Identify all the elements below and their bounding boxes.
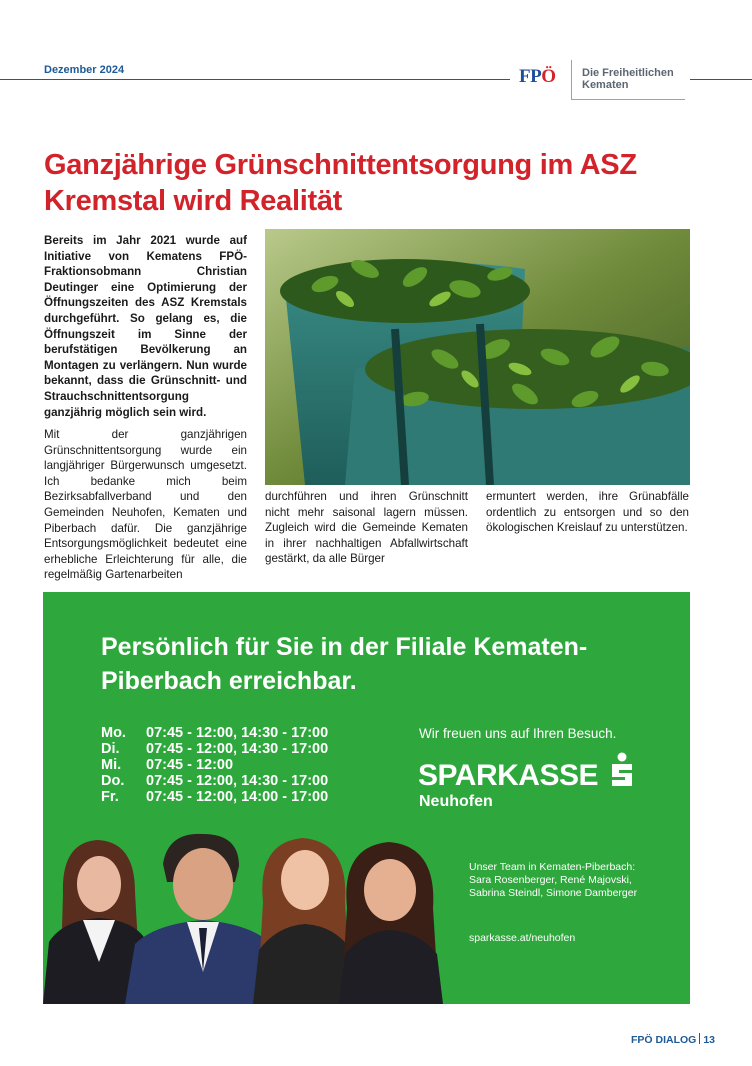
team-member-portrait xyxy=(253,838,357,1004)
team-heading: Unser Team in Kematen-Piberbach: xyxy=(469,861,636,873)
page-footer xyxy=(631,1033,715,1046)
page-number: 13 xyxy=(703,1034,716,1046)
team-photo xyxy=(43,822,473,1004)
party-name-line2: Kematen xyxy=(582,79,629,91)
hours-time: 07:45 - 12:00, 14:30 - 17:00 xyxy=(146,725,329,741)
hours-time: 07:45 - 12:00 xyxy=(146,757,234,773)
hours-day: Mi. xyxy=(101,757,122,773)
article-title: Ganzjährige Grünschnittentsorgung im ASZ Kremstal wird Realität xyxy=(44,149,637,217)
hours-time: 07:45 - 12:00, 14:00 - 17:00 xyxy=(146,789,329,805)
header-rule-left xyxy=(0,79,510,80)
sparkasse-wordmark: SPARKASSE xyxy=(418,759,598,792)
hours-day: Fr. xyxy=(101,789,119,805)
sparkasse-advertisement xyxy=(43,592,690,1004)
green-waste-illustration xyxy=(265,229,690,485)
hours-time: 07:45 - 12:00, 14:30 - 17:00 xyxy=(146,741,329,757)
team-names-line1: Sara Rosenberger, René Majovski, xyxy=(469,874,632,886)
party-name-line1: Die Freiheitlichen xyxy=(582,67,674,79)
team-info xyxy=(469,861,637,900)
hours-row xyxy=(101,757,328,773)
team-member-portrait xyxy=(339,842,443,1004)
branch-name: Neuhofen xyxy=(419,793,493,810)
team-names-line2: Sabrina Steindl, Simone Damberger xyxy=(469,887,638,899)
hours-day: Di. xyxy=(101,741,120,757)
issue-date: Dezember 2024 xyxy=(44,64,125,76)
fpo-logo: FPÖ xyxy=(519,66,556,87)
footer-divider xyxy=(699,1033,700,1044)
hours-row xyxy=(101,725,328,741)
green-waste-bags-photo xyxy=(265,229,690,485)
article-lead: Bereits im Jahr 2021 wurde auf Initiative von Kematens FPÖ-Fraktionsobmann Christian Deutinger eine Optimierung der Öffnungszeiten des ASZ Kremstals durchgeführt. So gelang es, die Öffnungszeit im Sinne der berufstätigen Bevölkerung an Montagen zu verlängern. Nun wurde bekannt, dass die Grünschnitt- und Strauchschnittentsorgung ganzjährig möglich sein wird. xyxy=(44,234,247,419)
hours-row xyxy=(101,741,328,757)
magazine-name: FPÖ DIALOG xyxy=(631,1034,697,1046)
ad-website-link[interactable]: sparkasse.at/neuhofen xyxy=(469,932,576,944)
ad-welcome-text: Wir freuen uns auf Ihren Besuch. xyxy=(419,726,617,741)
hours-row xyxy=(101,773,328,789)
logo-divider xyxy=(571,60,572,100)
hours-day: Do. xyxy=(101,773,125,789)
hours-day: Mo. xyxy=(101,725,126,741)
article-body-col3: ermuntert werden, ihre Grünabfälle ordentlich zu entsorgen und so den ökologischen Kreislauf zu unterstützen. xyxy=(486,490,689,535)
article-body-col1: Mit der ganzjährigen Grünschnittentsorgung wurde ein langjähriger Bürgerwunsch umgesetzt. Ich bedanke mich beim Bezirksabfallverband und den Gemeinden Neuhofen, Kematen und Piberbach dafür. Die ganzjährige Entsorgungsmöglichkeit bedeutet eine erhebliche Erleichterung für alle, die regelmäßig Gartenarbeiten xyxy=(44,428,247,582)
party-name xyxy=(582,67,674,91)
hours-time: 07:45 - 12:00, 14:30 - 17:00 xyxy=(146,773,329,789)
hours-row xyxy=(101,789,328,805)
ad-headline: Persönlich für Sie in der Filiale Kematen-Piberbach erreichbar. xyxy=(101,633,588,695)
opening-hours xyxy=(101,725,328,805)
sparkasse-s-icon xyxy=(609,752,635,788)
header-rule-right xyxy=(690,79,752,80)
logo-underline xyxy=(571,99,685,100)
article-body-col2: durchführen und ihren Grünschnitt nicht mehr saisonal lagern müssen. Zugleich wird die Gemeinde Kematen in ihrer nachhaltigen Abfallwirtschaft gestärkt, da alle Bürger xyxy=(265,490,468,566)
